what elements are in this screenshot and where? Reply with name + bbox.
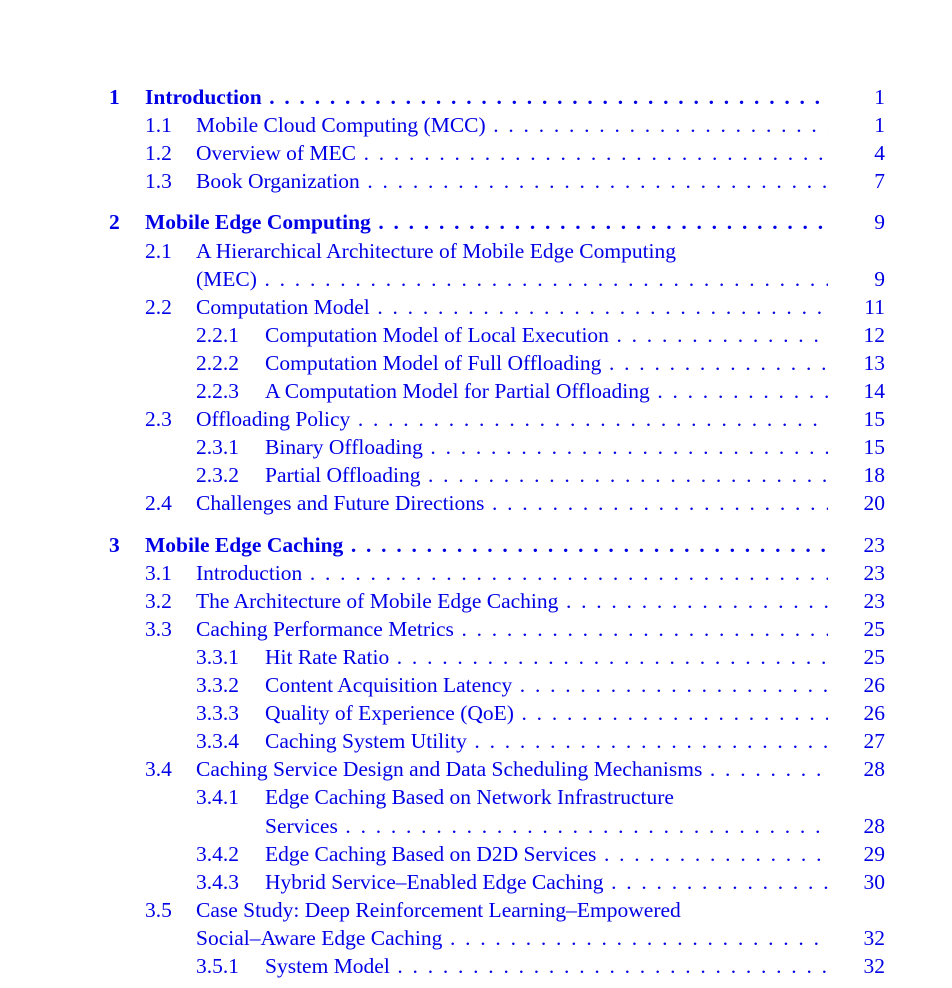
toc-entry-number: 3.3 — [145, 616, 172, 641]
toc-entry-page: 9 — [874, 210, 885, 235]
toc-entry[interactable] — [0, 489, 885, 517]
toc-entry[interactable] — [0, 531, 885, 559]
toc-entry-title: Content Acquisition Latency . . . — [265, 671, 828, 699]
toc-entry-page: 15 — [863, 407, 885, 432]
toc-entry[interactable] — [0, 208, 885, 236]
toc-entry-number: 1.3 — [145, 169, 172, 194]
toc-entry-page: 13 — [863, 350, 885, 375]
toc-entry[interactable] — [0, 868, 885, 896]
toc-entry-title: Offloading Policy . . . — [196, 405, 828, 433]
toc-entry-number: 1 — [109, 85, 120, 109]
toc-entry[interactable] — [0, 840, 885, 868]
toc-entry-page: 14 — [863, 379, 885, 403]
toc-entry[interactable] — [0, 83, 885, 111]
toc-entry-title: Partial Offloading . . . — [265, 461, 828, 489]
toc-entry[interactable] — [0, 167, 885, 195]
toc-entry-title: Overview of MEC . . . — [196, 139, 828, 167]
toc-entry-page: 4 — [874, 141, 885, 166]
toc-entry-title: Services . . . — [265, 812, 828, 840]
toc-entry-number: 2.4 — [145, 491, 172, 516]
toc-entry-page: 30 — [863, 869, 885, 894]
toc-entry-title: The Architecture of Mobile Edge Caching . . . — [196, 587, 828, 615]
toc-entry-page: 28 — [863, 757, 885, 782]
toc-entry-number: 3.5 — [145, 897, 172, 922]
toc-entry-number: 2.2 — [145, 294, 172, 319]
toc-entry[interactable] — [0, 755, 885, 783]
toc-entry[interactable] — [0, 461, 885, 489]
toc-entry-page: 9 — [874, 266, 885, 291]
toc-entry-page: 25 — [863, 616, 885, 641]
toc-entry[interactable] — [0, 643, 885, 671]
toc-entry-title: Challenges and Future Directions . . . — [196, 489, 828, 517]
toc-entry-number: 3.4.1 — [196, 785, 239, 810]
toc-entry-title: Hit Rate Ratio . . . — [265, 643, 828, 671]
toc-entry[interactable] — [0, 349, 885, 377]
toc-entry-title: A Computation Model for Partial Offloading . . . — [265, 377, 828, 405]
toc-entry-page: 1 — [874, 113, 885, 138]
toc-entry[interactable] — [0, 587, 885, 615]
toc-entry[interactable] — [0, 952, 885, 980]
toc-entry-number: 3.3.2 — [196, 673, 239, 697]
toc-entry[interactable] — [0, 321, 885, 349]
toc-entry-title: Computation Model of Full Offloading . . . — [265, 349, 828, 377]
toc-entry[interactable] — [0, 924, 885, 952]
toc-entry-title: Case Study: Deep Reinforcement Learning–Empowered — [196, 897, 681, 922]
toc-entry-number: 2.2.1 — [196, 322, 239, 347]
toc-entry-page: 23 — [863, 588, 885, 613]
toc-entry-title: System Model . . . — [265, 952, 828, 980]
toc-entry-title: Introduction . . . — [196, 559, 828, 587]
toc-entry-title: (MEC) . . . — [196, 265, 828, 293]
toc-entry[interactable] — [0, 377, 885, 405]
toc-entry-number: 3.3.1 — [196, 644, 239, 669]
toc-entry-page: 29 — [863, 841, 885, 866]
toc-entry-page: 26 — [863, 701, 885, 726]
toc-entry[interactable] — [0, 896, 885, 924]
toc-entry[interactable] — [0, 111, 885, 139]
toc-entry-title: Caching Performance Metrics . . . — [196, 615, 828, 643]
toc-entry-page: 26 — [863, 673, 885, 697]
toc-entry-title: Book Organization . . . — [196, 167, 828, 195]
toc-entry-page: 27 — [863, 729, 885, 754]
toc-entry-title: Binary Offloading . . . — [265, 433, 828, 461]
toc-entry-title: Mobile Edge Caching . . . — [145, 531, 828, 559]
toc-entry-page: 28 — [863, 813, 885, 838]
toc-entry-number: 3.4.2 — [196, 841, 239, 866]
toc-entry-page: 11 — [864, 294, 885, 319]
toc-entry[interactable] — [0, 139, 885, 167]
toc-entry[interactable] — [0, 783, 885, 811]
toc-entry-number: 2.2.3 — [196, 379, 239, 403]
toc-entry-title: Mobile Edge Computing . . . — [145, 208, 828, 236]
toc-entry-title: Computation Model of Local Execution . . . — [265, 321, 828, 349]
toc-entry[interactable] — [0, 671, 885, 699]
toc-entry-title: Hybrid Service–Enabled Edge Caching . . . — [265, 868, 828, 896]
toc-entry-number: 2.2.2 — [196, 350, 239, 375]
toc-entry-number: 1.1 — [145, 113, 172, 138]
toc-entry-number: 3.3.3 — [196, 701, 239, 726]
toc-entry-number: 2 — [109, 210, 120, 235]
toc-entry-page: 23 — [863, 560, 885, 585]
toc-entry-number: 3.5.1 — [196, 954, 239, 978]
toc-entry[interactable] — [0, 265, 885, 293]
toc-entry-page: 18 — [863, 463, 885, 488]
toc-entry-page: 20 — [863, 491, 885, 516]
toc-entry-page: 23 — [863, 532, 885, 557]
toc-entry-title: Introduction . . . — [145, 83, 828, 111]
toc-entry-title: A Hierarchical Architecture of Mobile Edge Computing — [196, 238, 677, 263]
toc-entry[interactable] — [0, 237, 885, 265]
toc-entry-number: 3.4 — [145, 757, 172, 782]
toc-entry-number: 2.3.1 — [196, 435, 239, 460]
toc-entry-number: 3.3.4 — [196, 729, 239, 754]
toc-entry[interactable] — [0, 559, 885, 587]
toc-entry-number: 1.2 — [145, 141, 172, 166]
toc-entry-page: 32 — [863, 954, 885, 978]
toc-entry[interactable] — [0, 615, 885, 643]
toc-entry-page: 32 — [863, 925, 885, 950]
toc-entry-number: 3 — [109, 532, 120, 557]
toc-entry-title: Mobile Cloud Computing (MCC) . . . — [196, 111, 828, 139]
toc-entry-number: 3.1 — [145, 560, 172, 585]
toc-entry-title: Edge Caching Based on Network Infrastructure — [265, 785, 674, 810]
toc-entry-page: 7 — [874, 169, 885, 194]
toc-entry-number: 2.3 — [145, 407, 172, 432]
toc-entry-page: 15 — [863, 435, 885, 460]
toc-entry[interactable] — [0, 699, 885, 727]
toc-entry-title: Quality of Experience (QoE) . . . — [265, 699, 828, 727]
toc-entry-page: 1 — [874, 85, 885, 109]
toc-entry[interactable] — [0, 727, 885, 755]
toc-entry-number: 2.3.2 — [196, 463, 239, 488]
toc-entry-number: 3.2 — [145, 588, 172, 613]
toc-entry-title: Caching Service Design and Data Scheduling Mechanisms . . . — [196, 755, 828, 783]
toc-entry-title: Caching System Utility . . . — [265, 727, 828, 755]
toc-entry-title: Edge Caching Based on D2D Services . . . — [265, 840, 828, 868]
toc-entry-number: 3.4.3 — [196, 869, 239, 894]
toc-entry[interactable] — [0, 405, 885, 433]
toc-entry-number: 2.1 — [145, 238, 172, 263]
toc-entry[interactable] — [0, 433, 885, 461]
toc-entry-title: Social–Aware Edge Caching . . . — [196, 924, 828, 952]
toc-entry-page: 12 — [863, 322, 885, 347]
toc-entry[interactable] — [0, 812, 885, 840]
toc-entry[interactable] — [0, 293, 885, 321]
toc-entry-title: Computation Model . . . — [196, 293, 828, 321]
toc-entry-page: 25 — [863, 644, 885, 669]
